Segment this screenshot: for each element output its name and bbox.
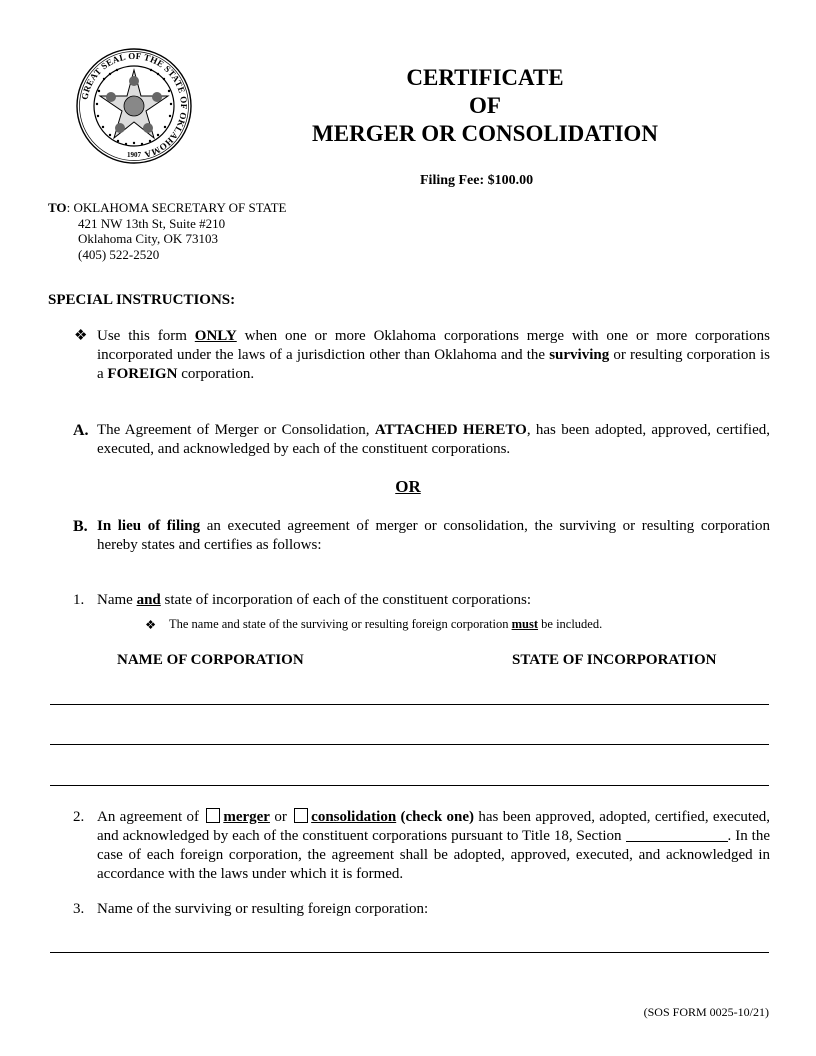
recipient-address: TO: OKLAHOMA SECRETARY OF STATE 421 NW 13th St, Suite #210 Oklahoma City, OK 73103 (405) 522-2520 — [48, 200, 287, 262]
seal-ring-text: GREAT SEAL OF THE STATE OF OKLAHOMA — [79, 50, 190, 160]
item-3-number: 3. — [73, 901, 85, 917]
surviving-corporation-line[interactable] — [50, 952, 769, 953]
consolidation-label: consolidation — [311, 809, 397, 825]
column-header-name: NAME OF CORPORATION — [117, 652, 304, 668]
title-line-2: OF — [469, 93, 501, 118]
corporation-entry-line-2[interactable] — [50, 744, 769, 745]
item-1: 1. Name and state of incorporation of each of the constituent corporations: — [73, 592, 532, 608]
diamond-bullet-icon: ❖ — [74, 328, 88, 344]
merger-checkbox[interactable] — [206, 808, 220, 823]
or-divider: OR — [395, 477, 421, 496]
seal-year: 1907 — [127, 151, 141, 159]
special-instruction-bullet: ❖ Use this form ONLY when one or more Oklahoma corporations merge with one or more corporations incorporated under the laws of a jurisdiction other than Oklahoma and the surviving or resulting corporation is a FOREIGN corporation. — [74, 328, 770, 382]
item-3-text: Name of the surviving or resulting foreign corporation: — [97, 901, 429, 917]
to-label: TO — [48, 200, 67, 215]
form-id: (SOS FORM 0025-10/21) — [643, 1005, 769, 1019]
diamond-bullet-icon: ❖ — [145, 618, 157, 632]
corporation-entry-line-1[interactable] — [50, 704, 769, 705]
to-line-1: OKLAHOMA SECRETARY OF STATE — [73, 200, 287, 215]
section-b-label: B. — [73, 518, 88, 535]
section-a: A. The Agreement of Merger or Consolidation, ATTACHED HERETO, has been adopted, approved, certified, executed, and acknowledged by each of the constituent corporations. — [73, 422, 770, 457]
to-line-2: 421 NW 13th St, Suite #210 — [78, 215, 226, 231]
section-a-label: A. — [73, 422, 89, 439]
title-line-1: CERTIFICATE — [406, 65, 564, 90]
consolidation-checkbox[interactable] — [294, 808, 308, 823]
section-number-field[interactable] — [626, 828, 728, 842]
filing-fee: Filing Fee: $100.00 — [420, 173, 534, 188]
to-line-4: (405) 522-2520 — [78, 246, 160, 262]
item-3 — [73, 900, 770, 919]
title-line-3: MERGER OR CONSOLIDATION — [312, 121, 658, 146]
item-1-number: 1. — [73, 592, 85, 608]
special-instructions-heading: SPECIAL INSTRUCTIONS: — [48, 292, 236, 308]
document-title — [290, 64, 680, 148]
item-2-number: 2. — [73, 809, 85, 825]
to-line-3: Oklahoma City, OK 73103 — [78, 231, 218, 246]
corporation-entry-line-3[interactable] — [50, 785, 769, 786]
state-seal — [74, 46, 194, 166]
column-header-state: STATE OF INCORPORATION — [512, 652, 717, 668]
merger-label: merger — [223, 809, 270, 825]
item-2: 2. An agreement of merger or consolidation (check one) has been approved, adopted, certified, executed, and acknowledged by each of the constituent corporations pursuant to Title 18, Section . In the case of each foreign corporation, the agreement shall be adopted, approved, executed, and acknowledged in accordance with the laws under which it is formed. — [73, 809, 770, 882]
section-b: B. In lieu of filing an executed agreement of merger or consolidation, the surviving or resulting corporation hereby states and certifies as follows: — [73, 518, 770, 553]
item-1-note: ❖ The name and state of the surviving or resulting foreign corporation must be included. — [145, 617, 603, 632]
